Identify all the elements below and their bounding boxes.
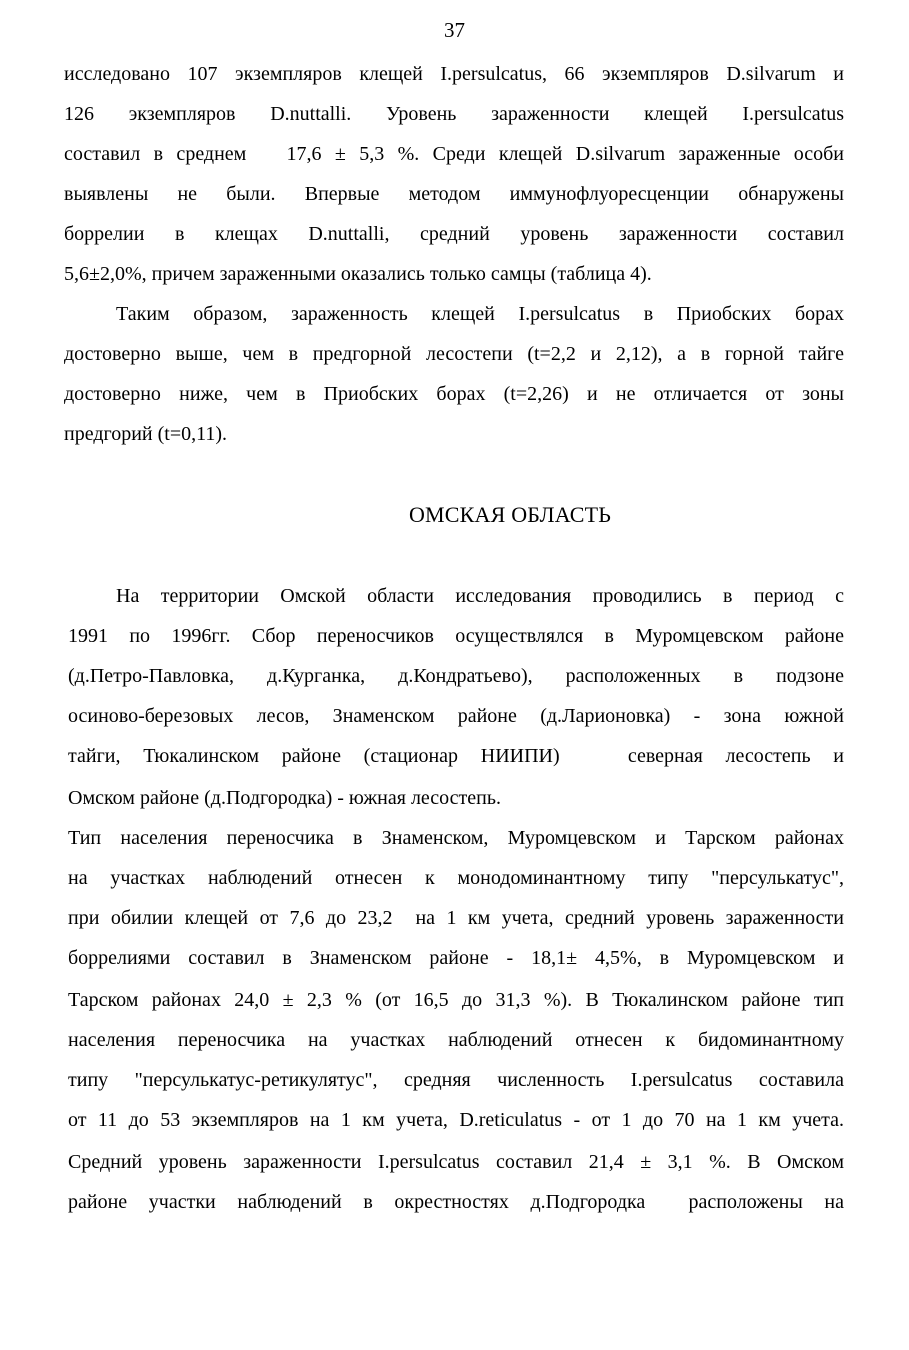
text-line: Тип населения переносчика в Знаменском, Муромцевском и Тарском районах [68, 827, 844, 849]
section-heading: ОМСКАЯ ОБЛАСТЬ [408, 502, 612, 527]
text-line: На территории Омской области исследования проводились в период с [116, 585, 844, 607]
text-line: на участках наблюдений отнесен к монодоминантному типу "персулькатус", [68, 867, 844, 889]
text-line: Средний уровень зараженности I.persulcatus составил 21,4 ± 3,1 %. В Омском [68, 1151, 844, 1173]
text-line: Омском районе (д.Подгородка) - южная лесостепь. [68, 787, 501, 809]
text-line: достоверно ниже, чем в Приобских борах (t=2,26) и не отличается от зоны [64, 383, 844, 405]
text-line: осиново-березовых лесов, Знаменском районе (д.Ларионовка) - зона южной [68, 705, 844, 727]
text-line: исследовано 107 экземпляров клещей I.persulcatus, 66 экземпляров D.silvarum и [64, 63, 844, 85]
text-line: Таким образом, зараженность клещей I.persulcatus в Приобских борах [116, 303, 844, 325]
text-line: от 11 до 53 экземпляров на 1 км учета, D.reticulatus - от 1 до 70 на 1 км учета. [68, 1109, 844, 1131]
text-line: Тарском районах 24,0 ± 2,3 % (от 16,5 до 31,3 %). В Тюкалинском районе тип [68, 989, 844, 1011]
text-line: 1991 по 1996гг. Сбор переносчиков осуществлялся в Муромцевском районе [68, 625, 844, 647]
text-line: при обилии клещей от 7,6 до 23,2 на 1 км учета, средний уровень зараженности [68, 907, 844, 929]
text-line: боррелии в клещах D.nuttalli, средний уровень зараженности составил [64, 223, 844, 245]
text-line: 5,6±2,0%, причем зараженными оказались только самцы (таблица 4). [64, 263, 652, 285]
text-line: (д.Петро-Павловка, д.Курганка, д.Кондратьево), расположенных в подзоне [68, 665, 844, 687]
text-line: достоверно выше, чем в предгорной лесостепи (t=2,2 и 2,12), а в горной тайге [64, 343, 844, 365]
text-line: выявлены не были. Впервые методом иммунофлуоресценции обнаружены [64, 183, 844, 205]
page-number: 37 [444, 18, 465, 42]
text-line: 126 экземпляров D.nuttalli. Уровень зараженности клещей I.persulcatus [64, 103, 844, 125]
text-line: районе участки наблюдений в окрестностях д.Подгородка расположены на [68, 1191, 844, 1213]
text-line: предгорий (t=0,11). [64, 423, 228, 445]
text-line: составил в среднем 17,6 ± 5,3 %. Среди клещей D.silvarum зараженные особи [64, 143, 844, 165]
text-line: населения переносчика на участках наблюдений отнесен к бидоминантному [68, 1029, 844, 1051]
text-line: типу "персулькатус-ретикулятус", средняя численность I.persulcatus составила [68, 1069, 844, 1091]
text-line: тайги, Тюкалинском районе (стационар НИИПИ) северная лесостепь и [68, 745, 844, 767]
text-line: боррелиями составил в Знаменском районе - 18,1± 4,5%, в Муромцевском и [68, 947, 844, 969]
